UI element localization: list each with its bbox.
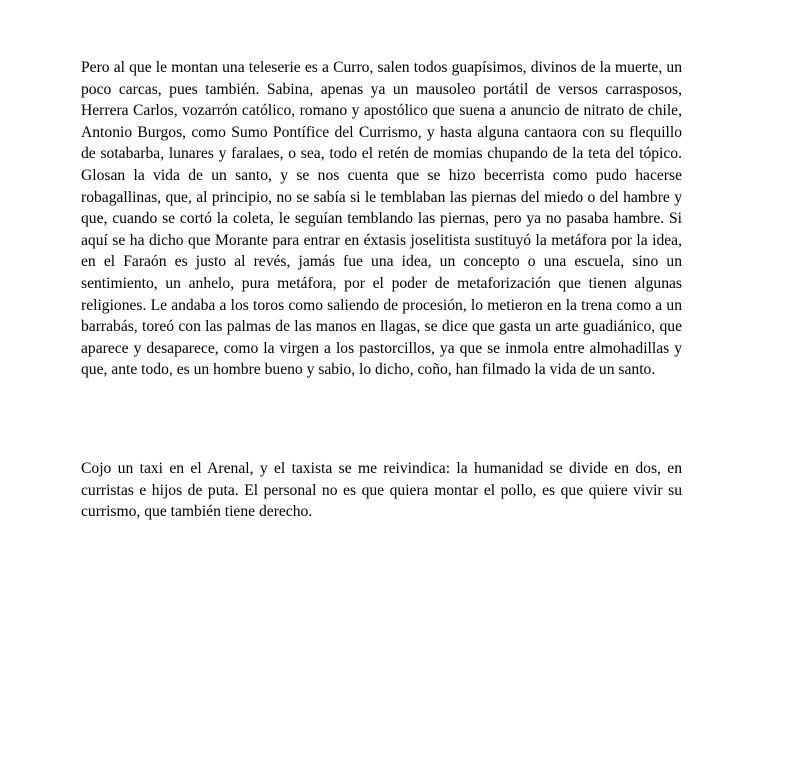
- paragraph-taxi-arenal: Cojo un taxi en el Arenal, y el taxista se me reivindica: la humanidad se divide en dos, en curristas e hijos de puta. El personal no es que quiera montar el pollo, es que quiere vivir su currismo, que también tiene derecho.: [81, 460, 682, 521]
- paragraph-curro-teleserie: Pero al que le montan una teleserie es a Curro, salen todos guapísimos, divinos de la muerte, un poco carcas, pues también. Sabina, apenas ya un mausoleo portátil de versos carrasposos, Herrera Carlos, vozarrón católico, romano y apostólico que suena a anuncio de nitrato de chile, Antonio Burgos, como Sumo Pontífice del Currismo, y hasta alguna cantaora con su flequillo de sotabarba, lunares y faralaes, o sea, todo el retén de momias chupando de la teta del tópico. Glosan la vida de un santo, y se nos cuenta que se hizo becerrista como pudo hacerse robagallinas, que, al principio, no se sabía si le temblaban las piernas del miedo o del hambre y que, cuando se cortó la coleta, le seguían temblando las piernas, pero ya no pasaba hambre. Si aquí se ha dicho que Morante para entrar en éxtasis joselitista sustituyó la metáfora por la idea, en el Faraón es justo al revés, jamás fue una idea, un concepto o una escuela, sino un sentimiento, un anhelo, pura metáfora, por el poder de metaforización que tienen algunas religiones. Le andaba a los toros como saliendo de procesión, lo metieron en la trena como a un barrabás, toreó con las palmas de las manos en llagas, se dice que gasta un arte guadiánico, que aparece y desaparece, como la virgen a los pastorcillos, ya que se inmola entre almohadillas y que, ante todo, es un hombre bueno y sabio, lo dicho, coño, han filmado la vida de un santo.: [81, 59, 682, 379]
